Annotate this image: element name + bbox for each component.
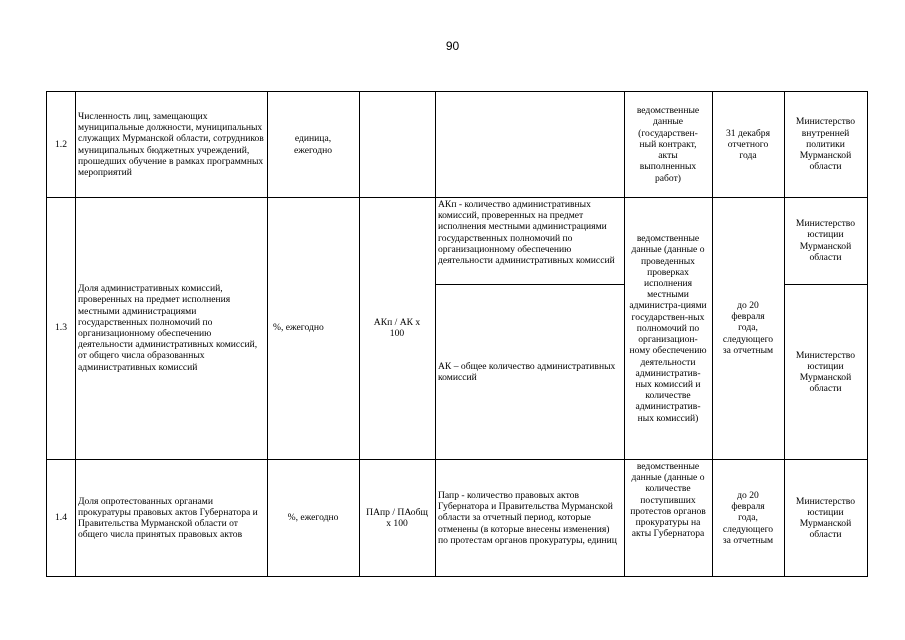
source-cell (624, 198, 712, 459)
formula-cell (359, 197, 435, 459)
formula-text: АКп / АК x 100 (373, 316, 421, 339)
unit-text: %, ежегодно (287, 512, 339, 524)
variable-cell (435, 92, 624, 197)
indicator-text: Доля административных комиссий, проверенных на предмет исполнения местными администрациями государственных полномочий по организационному обеспечению деятельности административных комиссий, от общего числа образованных административных комиссий (78, 283, 258, 373)
deadline-cell (712, 197, 784, 459)
row-number: 1.2 (55, 138, 67, 150)
deadline-cell (712, 460, 784, 576)
deadline-text: до 20 февраля года, следующего за отчетным (722, 299, 774, 356)
responsible-cell (784, 460, 867, 576)
responsible-text: Министерство юстиции Мурманской области (795, 218, 856, 263)
variable-cell (435, 285, 624, 459)
source-cell (624, 92, 712, 197)
source-text: ведомственные данные (государствен-ный контракт, акты выполненных работ) (636, 105, 700, 184)
indicator-text: Численность лиц, замещающих муниципальные должности, муниципальных служащих Мурманской области, сотрудников муниципальных бюджетных учреждений, прошедших обучение в рамках программных мероприятий (78, 110, 264, 178)
page-number: 90 (445, 39, 460, 53)
indicator-name (75, 197, 267, 459)
source-text: ведомственные данные (данные о количестве поступивших протестов органов прокуратуры на акты Губернатора (630, 461, 706, 540)
responsible-cell (784, 197, 867, 284)
unit-cell (267, 197, 359, 459)
deadline-text: 31 декабря отчетного года (726, 127, 770, 162)
formula-cell (359, 92, 435, 197)
source-cell (624, 461, 712, 576)
row-number: 1.4 (55, 512, 67, 524)
indicators-table (46, 91, 868, 577)
responsible-text: Министерство юстиции Мурманской области (795, 495, 856, 541)
source-text: ведомственные данные (данные о проведенных проверках исполнения местными администра-циями государствен-ных полномочий по организацион-ному обеспечению деятельности административ-ных комиссий и количестве административ-ных комиссий) (629, 233, 707, 424)
responsible-text: Министерство внутренней политики Мурманской области (795, 116, 856, 173)
responsible-text: Министерство юстиции Мурманской области (795, 349, 856, 395)
responsible-cell (784, 92, 867, 197)
row-number: 1.3 (55, 322, 67, 334)
unit-cell (267, 92, 359, 197)
variable-cell (435, 460, 624, 576)
indicator-name (75, 460, 267, 576)
unit-cell (267, 460, 359, 576)
variable-cell (435, 199, 624, 284)
variable-text: АКп - количество административных комиссий, проверенных на предмет исполнения местными администрациями государственных полномочий по организационному обеспечению деятельности административных комиссий (438, 199, 615, 267)
formula-text: ПАпр / ПАобщ x 100 (366, 506, 428, 529)
formula-cell (359, 460, 435, 576)
variable-text: АК – общее количество административных комиссий (438, 360, 616, 383)
unit-text: %, ежегодно (273, 322, 324, 334)
deadline-cell (712, 92, 784, 197)
indicator-text: Доля опротестованных органами прокуратуры правовых актов Губернатора и Правительства Мурманской области от общего числа принятых правовых актов (78, 495, 258, 541)
variable-text: Папр - количество правовых актов Губернатора и Правительства Мурманской области за отчетный период, которые отменены (в которые внесены изменения) по протестам органов прокуратуры, единиц (438, 489, 617, 546)
deadline-text: до 20 февраля года, следующего за отчетным (722, 489, 774, 546)
indicator-name (75, 92, 267, 197)
unit-text: единица, ежегодно (293, 133, 333, 156)
responsible-cell (784, 285, 867, 459)
